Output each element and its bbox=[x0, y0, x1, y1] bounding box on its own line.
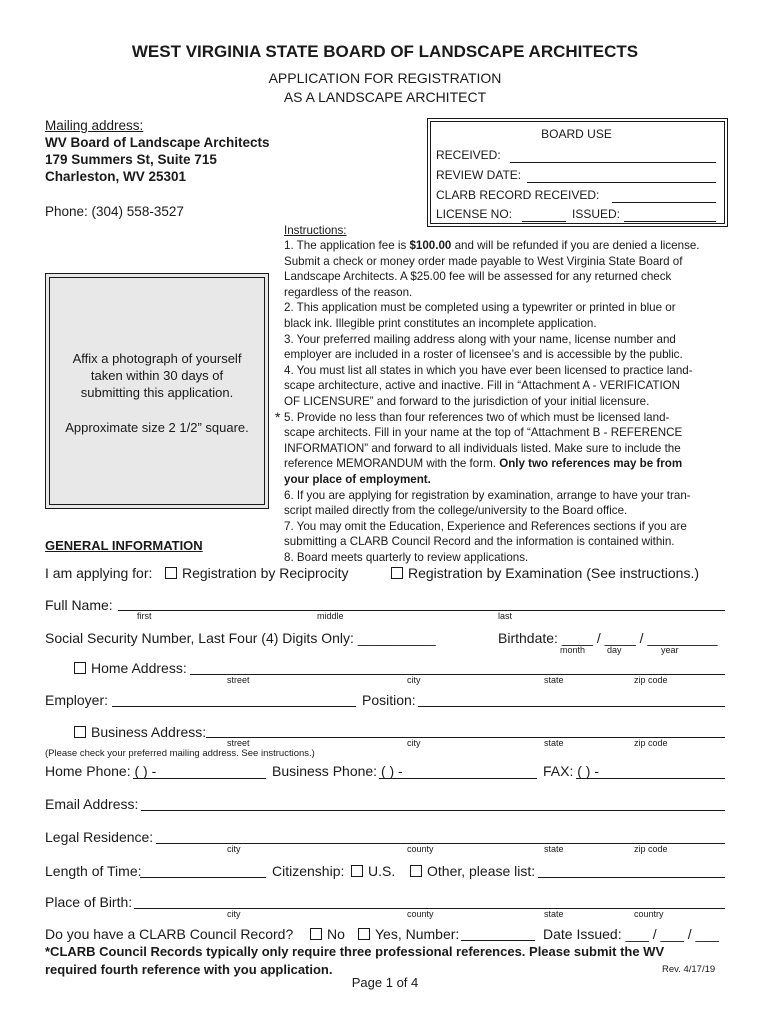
email-label: Email Address: bbox=[45, 796, 139, 812]
no-checkbox[interactable] bbox=[310, 928, 322, 940]
zip-hint: zip code bbox=[634, 738, 668, 748]
home-phone-field[interactable] bbox=[133, 778, 266, 779]
city-hint: city bbox=[407, 738, 421, 748]
state-hint: state bbox=[544, 675, 564, 685]
country-hint: country bbox=[634, 909, 664, 919]
form-subtitle-1: APPLICATION FOR REGISTRATION bbox=[268, 70, 502, 86]
license-no-line[interactable] bbox=[522, 221, 566, 222]
city-hint: city bbox=[227, 909, 241, 919]
photo-size: Approximate size 2 1/2” square. bbox=[65, 420, 249, 435]
month-hint: month bbox=[560, 645, 586, 655]
state-hint: state bbox=[544, 844, 564, 854]
mailing-line-2: 179 Summers St, Suite 715 bbox=[45, 152, 217, 167]
instruction-line: scape architects. Fill in your name at the top of “Attachment B - REFERENCE bbox=[284, 426, 683, 440]
mailing-phone: Phone: (304) 558-3527 bbox=[45, 204, 184, 219]
instruction-line: script mailed directly from the college/university to the Board office. bbox=[284, 504, 628, 518]
place-of-birth-label: Place of Birth: bbox=[45, 894, 133, 910]
instruction-line: black ink. Illegible print constitutes an incomplete application. bbox=[284, 316, 597, 330]
instruction-line: Landscape Architects. A $25.00 fee will be assessed for any returned check bbox=[284, 270, 672, 284]
legal-residence-label: Legal Residence: bbox=[45, 829, 154, 845]
photo-text-1: Affix a photograph of yourself bbox=[72, 351, 242, 366]
home-address-option[interactable]: Home Address: bbox=[74, 660, 187, 676]
instruction-line: 6. If you are applying for registration by examination, arrange to have your tran- bbox=[284, 488, 691, 502]
employer-label: Employer: bbox=[45, 692, 109, 708]
clarb-received-label: CLARB RECORD RECEIVED: bbox=[436, 188, 600, 202]
fax-field[interactable] bbox=[576, 778, 725, 779]
business-phone-label: Business Phone: ( ) - bbox=[272, 763, 403, 779]
clarb-note-2: required fourth reference with you application. bbox=[45, 962, 333, 977]
first-hint: first bbox=[137, 611, 152, 621]
instruction-line: OF LICENSURE” and forward to the jurisdiction of your initial licensure. bbox=[284, 394, 650, 408]
date-issued-field[interactable]: Date Issued: ___ / ___ / ___ bbox=[543, 926, 719, 942]
instructions-heading: Instructions: bbox=[284, 224, 347, 237]
clarb-number-field[interactable] bbox=[461, 940, 535, 941]
instructions-block bbox=[275, 238, 726, 565]
county-hint: county bbox=[407, 844, 434, 854]
birthdate-field[interactable]: Birthdate: ____ / ____ / _________ bbox=[498, 630, 718, 646]
license-no-label: LICENSE NO: bbox=[436, 207, 513, 221]
position-field[interactable] bbox=[418, 706, 725, 707]
mailing-label: Mailing address: bbox=[45, 118, 144, 133]
instruction-line: reference MEMORANDUM with the form. Only two references may be from bbox=[284, 457, 683, 471]
exam-checkbox[interactable] bbox=[391, 567, 403, 579]
other-checkbox[interactable] bbox=[410, 865, 422, 877]
clarb-no-option[interactable]: No bbox=[310, 926, 345, 942]
ssn-field[interactable]: Social Security Number, Last Four (4) Digits Only: __________ bbox=[45, 630, 436, 646]
issued-label: ISSUED: bbox=[572, 207, 621, 221]
employer-field[interactable] bbox=[112, 706, 356, 707]
state-hint: state bbox=[544, 909, 564, 919]
fax-label: FAX: ( ) - bbox=[543, 763, 599, 779]
full-name-label: Full Name: bbox=[45, 597, 113, 613]
year-hint: year bbox=[661, 645, 679, 655]
review-date-line[interactable] bbox=[527, 182, 716, 183]
instruction-line: regardless of the reason. bbox=[284, 285, 413, 299]
business-address-checkbox[interactable] bbox=[74, 726, 86, 738]
business-phone-field[interactable] bbox=[379, 778, 537, 779]
instruction-line: your place of employment. bbox=[284, 472, 431, 486]
instruction-line: 2. This application must be completed using a typewriter or printed in blue or bbox=[284, 301, 676, 315]
mailing-line-3: Charleston, WV 25301 bbox=[45, 169, 187, 184]
state-hint: state bbox=[544, 738, 564, 748]
received-line[interactable] bbox=[510, 162, 716, 163]
instruction-line: Submit a check or money order made payable to West Virginia State Board of bbox=[284, 254, 683, 268]
issued-line[interactable] bbox=[624, 221, 716, 222]
applying-for-label: I am applying for: bbox=[45, 565, 153, 581]
mailing-line-1: WV Board of Landscape Architects bbox=[45, 135, 270, 150]
length-of-time-label: Length of Time: bbox=[45, 863, 142, 879]
business-address-option[interactable]: Business Address: bbox=[74, 724, 206, 740]
instruction-line: scape architecture, active and inactive. Fill in “Attachment A - VERIFICATION bbox=[284, 379, 681, 393]
instruction-line: 4. You must list all states in which you have ever been licensed to practice land- bbox=[284, 363, 693, 377]
review-date-label: REVIEW DATE: bbox=[436, 168, 522, 182]
yes-checkbox[interactable] bbox=[358, 928, 370, 940]
reciprocity-option[interactable]: Registration by Reciprocity bbox=[165, 565, 349, 581]
city-hint: city bbox=[227, 844, 241, 854]
preferred-address-note: (Please check your preferred mailing address. See instructions.) bbox=[45, 748, 315, 759]
board-use-title: BOARD USE bbox=[541, 127, 612, 141]
exam-option[interactable]: Registration by Examination (See instructions.) bbox=[391, 565, 699, 581]
last-hint: last bbox=[498, 611, 513, 621]
instruction-line: INFORMATION” and forward to all individuals listed. Make sure to include the bbox=[284, 441, 681, 455]
citizenship-label: Citizenship: bbox=[272, 863, 345, 879]
day-hint: day bbox=[607, 645, 622, 655]
clarb-question: Do you have a CLARB Council Record? bbox=[45, 926, 294, 942]
page-number: Page 1 of 4 bbox=[351, 975, 419, 990]
clarb-received-line[interactable] bbox=[612, 202, 716, 203]
length-of-time-field[interactable] bbox=[140, 877, 266, 878]
street-hint: street bbox=[227, 675, 250, 685]
home-phone-label: Home Phone: ( ) - bbox=[45, 763, 157, 779]
instruction-line: 1. The application fee is $100.00 and will be refunded if you are denied a license. bbox=[284, 239, 700, 252]
form-title: WEST VIRGINIA STATE BOARD OF LANDSCAPE ARCHITECTS bbox=[131, 42, 639, 61]
citizenship-other-option[interactable]: Other, please list: bbox=[410, 863, 535, 879]
zip-hint: zip code bbox=[634, 675, 668, 685]
reciprocity-checkbox[interactable] bbox=[165, 567, 177, 579]
instruction-line: * 5. Provide no less than four references two of which must be licensed land- bbox=[275, 408, 670, 425]
position-label: Position: bbox=[362, 692, 416, 708]
instruction-line: 8. Board meets quarterly to review applications. bbox=[284, 550, 529, 564]
street-hint: street bbox=[227, 738, 250, 748]
photo-text-3: submitting this application. bbox=[80, 385, 234, 400]
instruction-line: 7. You may omit the Education, Experience and References sections if you are bbox=[284, 519, 687, 533]
instruction-line: 3. Your preferred mailing address along with your name, license number and bbox=[284, 332, 676, 346]
instruction-line: employer are included in a roster of licensee’s and is accessible by the public. bbox=[284, 348, 683, 362]
received-label: RECEIVED: bbox=[436, 148, 501, 162]
instruction-line: submitting a CLARB Council Record and the information is contained within. bbox=[284, 535, 675, 549]
home-address-checkbox[interactable] bbox=[74, 662, 86, 674]
form-subtitle-2: AS A LANDSCAPE ARCHITECT bbox=[283, 89, 487, 105]
middle-hint: middle bbox=[317, 611, 344, 621]
city-hint: city bbox=[407, 675, 421, 685]
citizenship-other-field[interactable] bbox=[538, 877, 725, 878]
photo-text-2: taken within 30 days of bbox=[90, 368, 224, 383]
full-name-field[interactable] bbox=[118, 610, 725, 611]
citizenship-us-option[interactable]: U.S. bbox=[351, 863, 395, 879]
us-checkbox[interactable] bbox=[351, 865, 363, 877]
clarb-yes-option[interactable]: Yes, Number: bbox=[358, 926, 459, 942]
general-info-heading: GENERAL INFORMATION bbox=[45, 538, 203, 553]
email-field[interactable] bbox=[141, 810, 725, 811]
zip-hint: zip code bbox=[634, 844, 668, 854]
clarb-note-1: *CLARB Council Records typically only require three professional references. Please submit the WV bbox=[45, 944, 665, 959]
revision-date: Rev. 4/17/19 bbox=[662, 964, 716, 975]
county-hint: county bbox=[407, 909, 434, 919]
